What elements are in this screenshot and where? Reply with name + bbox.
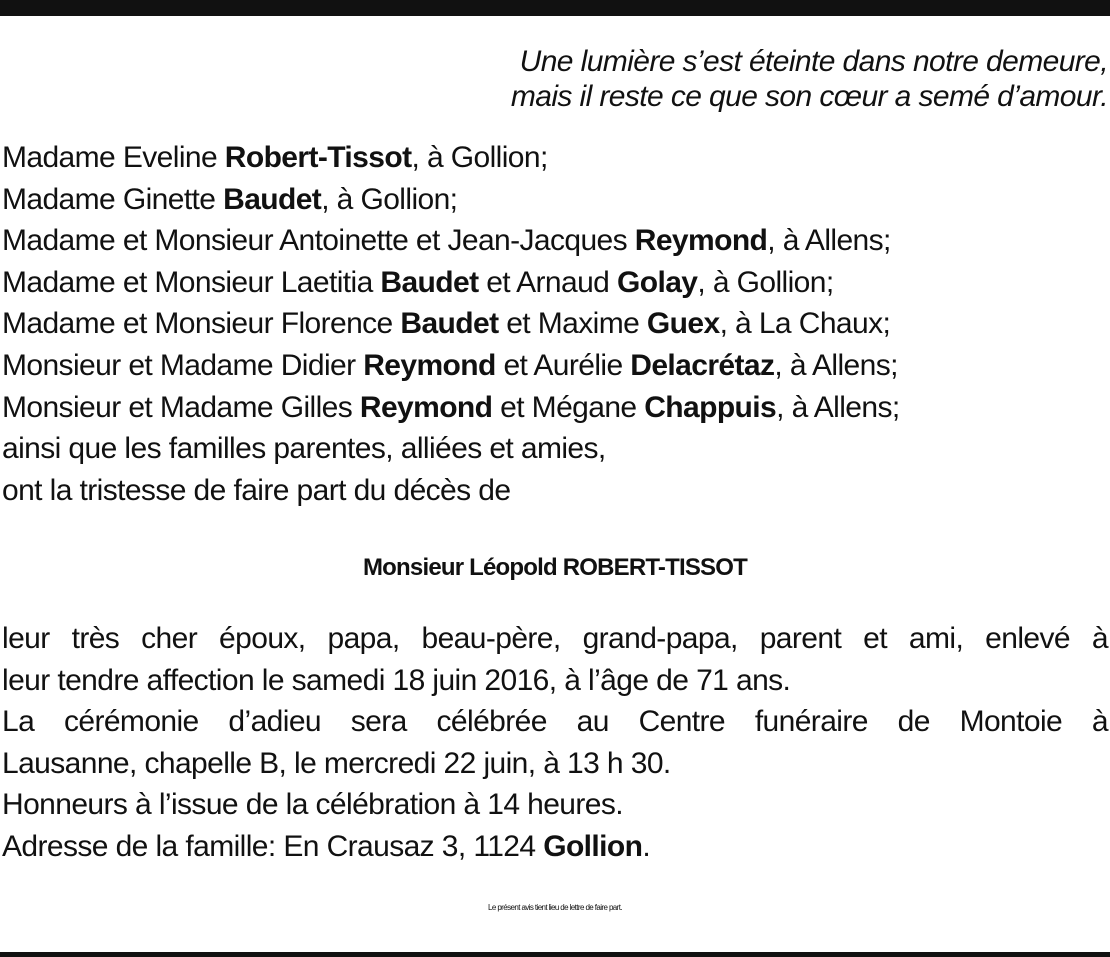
family-surname: Robert-Tissot	[224, 141, 412, 174]
family-text: Monsieur et Madame Didier	[2, 348, 364, 382]
announcement-line: ont la tristesse de faire part du décès de	[2, 473, 511, 507]
family-line	[2, 220, 1107, 262]
family-text: et Mégane	[492, 390, 645, 424]
details-line: Honneurs à l’issue de la célébration à 14 heures.	[2, 788, 624, 822]
address-town: Gollion	[543, 829, 643, 863]
family-line	[2, 179, 1107, 221]
family-surname: Reymond	[363, 348, 496, 382]
family-surname: Golay	[617, 265, 698, 299]
family-line	[2, 303, 1107, 345]
details-line: leur tendre affection le samedi 18 juin 2016, à l’âge de 71 ans.	[2, 663, 791, 697]
address-text: Adresse de la famille: En Crausaz 3, 1124	[2, 829, 544, 863]
family-text: Madame et Monsieur Laetitia	[2, 265, 381, 299]
family-text: Madame et Monsieur Florence	[2, 307, 401, 341]
family-text: Madame et Monsieur Antoinette et Jean-Jacques	[2, 224, 635, 258]
details-line: La cérémonie d’adieu sera célébrée au Centre funéraire de Montoie à	[2, 705, 1108, 739]
details-line: leur très cher époux, papa, beau-père, grand-papa, parent et ami, enlevé à	[2, 622, 1108, 655]
top-border-rule	[0, 0, 1110, 16]
address-text: .	[642, 829, 651, 863]
family-text: , à Allens;	[774, 348, 898, 382]
family-text: Monsieur et Madame Gilles	[2, 390, 360, 424]
family-text: , à Gollion;	[321, 182, 458, 216]
family-text: et Maxime	[498, 307, 647, 341]
closing-note: Le présent avis tient lieu de lettre de faire part.	[488, 903, 622, 912]
family-list	[2, 137, 1107, 511]
family-text: Madame Ginette	[2, 182, 224, 216]
family-line	[2, 345, 1107, 387]
family-text: , à Gollion;	[697, 265, 834, 299]
family-text: Madame Eveline	[2, 141, 225, 174]
family-surname: Reymond	[359, 390, 493, 424]
epigraph	[388, 44, 1108, 114]
family-text: et Arnaud	[478, 265, 617, 299]
family-surname: Baudet	[380, 265, 479, 299]
epigraph-line: Une lumière s’est éteinte dans notre demeure,	[519, 45, 1108, 78]
family-text: , à Gollion;	[411, 141, 548, 174]
family-address	[2, 826, 1108, 868]
family-text: , à Allens;	[767, 224, 891, 258]
family-surname: Baudet	[223, 182, 322, 216]
deceased-name: Monsieur Léopold ROBERT-TISSOT	[362, 554, 747, 581]
family-surname: Reymond	[634, 224, 768, 258]
family-line	[2, 387, 1107, 429]
family-surname: Guex	[646, 307, 720, 341]
details-line: Lausanne, chapelle B, le mercredi 22 juin, à 13 h 30.	[2, 746, 671, 780]
family-line	[2, 137, 1107, 179]
relatives-line: ainsi que les familles parentes, alliées et amies,	[2, 432, 606, 466]
details-block	[2, 618, 1108, 868]
bottom-border-rule	[0, 952, 1110, 957]
family-surname: Delacrétaz	[630, 348, 775, 382]
family-line	[2, 262, 1107, 304]
epigraph-line: mais il reste ce que son cœur a semé d’amour.	[510, 80, 1108, 113]
family-surname: Chappuis	[644, 390, 777, 424]
family-surname: Baudet	[400, 307, 499, 341]
family-text: et Aurélie	[495, 348, 631, 382]
family-text: , à Allens;	[776, 390, 900, 424]
family-text: , à La Chaux;	[719, 307, 891, 341]
